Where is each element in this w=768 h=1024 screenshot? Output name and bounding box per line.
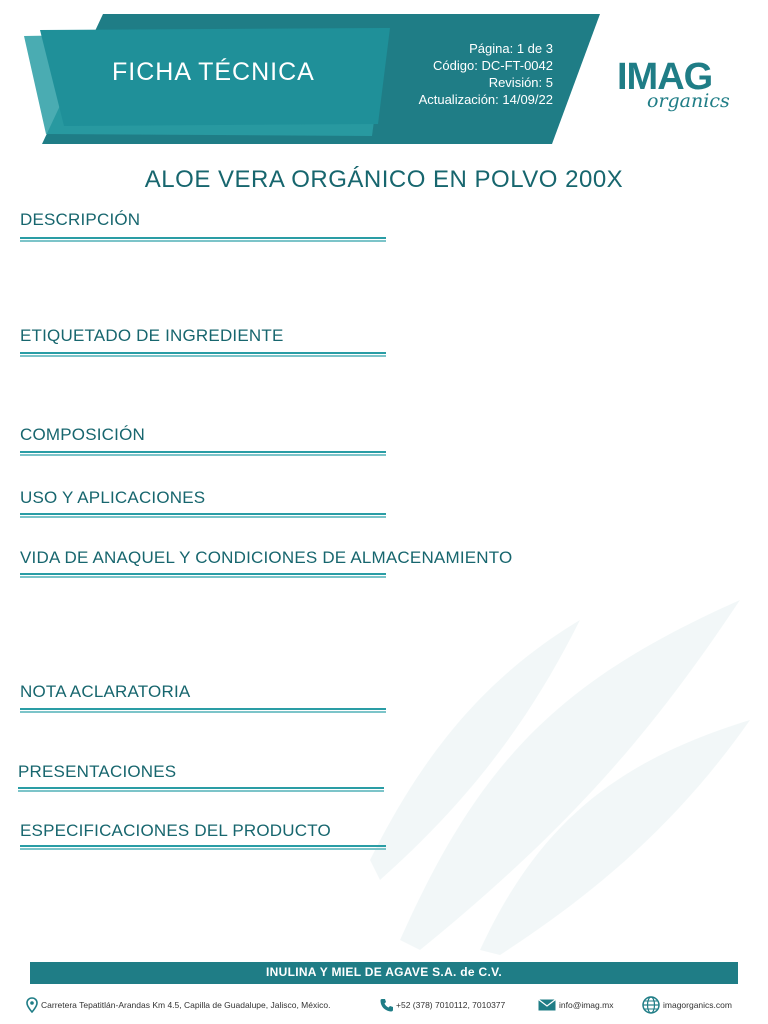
footer-company-name: INULINA Y MIEL DE AGAVE S.A. de C.V. — [266, 965, 502, 979]
document-type-title: FICHA TÉCNICA — [112, 58, 315, 86]
section-heading-presentaciones: PRESENTACIONES — [18, 762, 177, 781]
logo-tagline: organics — [647, 90, 730, 112]
product-title: ALOE VERA ORGÁNICO EN POLVO 200X — [144, 166, 624, 193]
update-date: Actualización: 14/09/22 — [418, 92, 553, 107]
imag-organics-logo — [617, 58, 747, 118]
section-heading-especificaciones: ESPECIFICACIONES DEL PRODUCTO — [20, 821, 331, 840]
footer-web — [642, 995, 732, 1015]
envelope-icon — [538, 999, 556, 1011]
page-number: Página: 1 de 3 — [469, 41, 553, 56]
aloe-leaf-watermark-icon — [360, 560, 760, 960]
footer-web-link[interactable]: imagorganics.com — [663, 1000, 732, 1010]
footer-address-text: Carretera Tepatitlán-Arandas Km 4.5, Capilla de Guadalupe, Jalisco, México. — [41, 1000, 331, 1010]
section-heading-etiquetado: ETIQUETADO DE INGREDIENTE — [20, 326, 284, 345]
section-divider — [18, 787, 384, 792]
section-divider — [20, 573, 386, 578]
footer-email-link[interactable]: info@imag.mx — [559, 1000, 614, 1010]
footer-phone — [380, 995, 505, 1015]
location-pin-icon — [26, 997, 38, 1013]
section-divider — [20, 708, 386, 713]
section-heading-vida-anaquel: VIDA DE ANAQUEL Y CONDICIONES DE ALMACENAMIENTO — [20, 548, 513, 567]
section-divider — [20, 451, 386, 456]
section-divider — [20, 513, 386, 518]
document-code: Código: DC-FT-0042 — [433, 58, 553, 73]
footer-phone-text: +52 (378) 7010112, 7010377 — [396, 1000, 506, 1010]
section-divider — [20, 237, 386, 242]
section-divider — [20, 845, 386, 850]
phone-icon — [380, 998, 393, 1012]
section-heading-descripcion: DESCRIPCIÓN — [20, 210, 141, 229]
document-meta — [353, 40, 553, 108]
section-heading-nota: NOTA ACLARATORIA — [20, 682, 191, 701]
logo-brand: IMAG — [617, 56, 713, 98]
globe-icon — [642, 996, 660, 1014]
section-heading-composicion: COMPOSICIÓN — [20, 425, 145, 444]
section-divider — [20, 352, 386, 357]
footer-email — [538, 995, 613, 1015]
section-heading-uso: USO Y APLICACIONES — [20, 488, 206, 507]
footer-address — [26, 995, 330, 1015]
revision-number: Revisión: 5 — [488, 75, 553, 90]
